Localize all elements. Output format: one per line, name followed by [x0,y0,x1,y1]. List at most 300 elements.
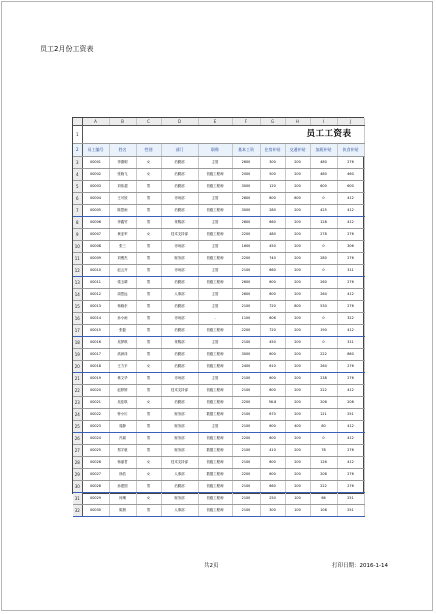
row-number: 11 [73,253,82,265]
column-letter: C [136,118,161,126]
table-cell: 后勤部 [161,205,198,217]
table-cell: 200 [285,373,310,385]
table-cell: 00016 [82,337,109,349]
table-cell: 黄亚军 [109,229,136,241]
row-number: 22 [73,385,82,397]
table-cell: 高润泽 [109,349,136,361]
table-cell: 女 [136,361,161,373]
row-number: 25 [73,421,82,433]
table-cell: 2100 [232,373,260,385]
table-row [73,457,364,469]
table-cell: - [198,313,232,325]
table-cell: 108 [310,505,337,517]
table-cell: 初级工程师 [198,397,232,409]
column-header: 员工编号 [82,144,109,157]
table-cell: 00030 [82,505,109,517]
table-cell: 200 [285,325,310,337]
table-cell: 市场部 [161,313,198,325]
row-number: 21 [73,373,82,385]
table-cell: 男 [136,481,161,493]
table-cell: 主管 [198,337,232,349]
table-cell: 男 [136,205,161,217]
table-cell: 800 [285,301,310,313]
table-cell: 251 [337,505,364,517]
table-cell: 2600 [232,289,260,301]
table-cell: 男 [136,301,161,313]
table-cell: 00019 [82,373,109,385]
table-cell: 00001 [82,157,109,169]
row-number: 24 [73,409,82,421]
table-cell: 初级工程师 [198,457,232,469]
title-row [73,126,364,144]
table-cell: 女 [136,397,161,409]
table-cell: 610 [260,361,285,373]
table-cell: 财务部 [161,433,198,445]
table-cell: 500 [260,169,285,181]
table-cell: 男 [136,505,161,517]
table-cell: 女 [136,469,161,481]
table-cell: 600 [260,373,285,385]
table-cell: 56.8 [260,397,285,409]
table-cell: 00012 [82,289,109,301]
table-cell: 2100 [232,409,260,421]
table-cell: 720 [260,325,285,337]
table-cell: 男 [136,253,161,265]
column-letter: G [260,118,285,126]
table-cell: 264 [310,289,337,301]
table-cell: 200 [285,349,310,361]
table-cell: 200 [285,481,310,493]
row-number: 4 [73,169,82,181]
table-cell: 200 [285,433,310,445]
table-cell: 3000 [232,349,260,361]
table-cell: 1600 [232,241,260,253]
row-number: 13 [73,277,82,289]
table-cell: 2200 [232,433,260,445]
table-cell: 276 [337,301,364,313]
table-cell: 财务部 [161,409,198,421]
table-cell: 后勤部 [161,169,198,181]
table-cell: 林文华 [109,373,136,385]
table-cell: 00002 [82,169,109,181]
table-cell: 412 [337,205,364,217]
table-cell: 600 [337,181,364,193]
table-cell: 数据工程师 [198,409,232,421]
table-cell: 王可欣 [109,193,136,205]
table-cell: 初级工程师 [198,481,232,493]
table-cell: 赵婷婷 [109,385,136,397]
table-cell: 2100 [232,505,260,517]
table-cell: 206 [310,397,337,409]
table-cell: 600 [260,289,285,301]
table-cell: 200 [285,157,310,169]
row-number: 3 [73,157,82,169]
table-cell: 采购部 [161,217,198,229]
table-cell: 张晓飞 [109,169,136,181]
column-letter: B [109,118,136,126]
table-cell: 男 [136,289,161,301]
table-cell: 吴梦琪 [109,337,136,349]
table-cell: 00004 [82,193,109,205]
table-cell: 200 [285,457,310,469]
column-letter: F [232,118,260,126]
table-cell: 男 [136,265,161,277]
table-cell: 311 [337,337,364,349]
table-cell: 00014 [82,313,109,325]
table-cell: 600 [285,193,310,205]
table-cell: 311 [337,265,364,277]
table-cell: 200 [285,229,310,241]
row-number: 8 [73,217,82,229]
table-cell: 300 [260,505,285,517]
table-cell: 0 [310,265,337,277]
table-cell: 00024 [82,433,109,445]
table-cell: 660 [260,481,285,493]
table-cell: 2400 [232,361,260,373]
table-cell: 后勤部 [161,301,198,313]
table-cell: 00006 [82,217,109,229]
table-cell: 李鑫竹 [109,217,136,229]
table-cell: 860 [337,349,364,361]
table-cell: 276 [337,229,364,241]
table-cell: 李德明 [109,157,136,169]
table-cell: 200 [285,313,310,325]
table-cell: 222 [310,385,337,397]
table-cell: 00027 [82,469,109,481]
table-cell: 276 [337,373,364,385]
table-cell: 606 [260,313,285,325]
table-row [73,253,364,265]
row-number: 10 [73,241,82,253]
print-date-footer: 打印日期：2016-1-14 [332,563,388,569]
table-cell: 2200 [232,229,260,241]
table-cell: 200 [285,397,310,409]
table-cell: 孙建国 [109,481,136,493]
table-cell: 425 [310,205,337,217]
table-cell: 2100 [232,385,260,397]
table-cell: 800 [260,193,285,205]
table-cell: 300 [260,157,285,169]
table-cell: 女 [136,157,161,169]
table-cell: 450 [260,241,285,253]
table-cell: 120 [260,181,285,193]
table-cell: 251 [337,409,364,421]
table-cell: 何琳 [109,493,136,505]
table-cell: 126 [310,457,337,469]
page-header-text: 员工2月份工资表 [40,45,94,53]
row-number: 7 [73,205,82,217]
table-cell: 2100 [232,265,260,277]
table-cell: 276 [337,445,364,457]
table-row [73,433,364,445]
table-cell: 后勤部 [161,481,198,493]
table-cell: 660 [260,265,285,277]
table-cell: 276 [337,361,364,373]
table-row [73,397,364,409]
row-number: 19 [73,349,82,361]
table-cell: 后勤部 [161,361,198,373]
table-cell: 260 [310,277,337,289]
table-cell: 财务部 [161,493,198,505]
table-cell: 600 [310,181,337,193]
column-header: 职称 [198,144,232,157]
table-cell: 人事部 [161,505,198,517]
table-cell: 200 [285,289,310,301]
table-cell: 00017 [82,349,109,361]
table-cell: 200 [285,385,310,397]
table-cell: 00005 [82,205,109,217]
table-cell: 男 [136,241,161,253]
table-cell: 412 [337,289,364,301]
table-cell: 后勤部 [161,349,198,361]
table-cell: 0 [310,433,337,445]
table-row [73,193,364,205]
table-row [73,205,364,217]
table-cell: 00008 [82,241,109,253]
table-row [73,445,364,457]
table-row [73,241,364,253]
table-row [73,169,364,181]
table-cell: 276 [337,277,364,289]
table-cell: 张三 [109,241,136,253]
row-number: 5 [73,181,82,193]
table-cell: 市场部 [161,193,198,205]
table-row [73,409,364,421]
table-cell: 480 [310,169,337,181]
table-cell: 264 [310,361,337,373]
table-cell: 208 [310,469,337,481]
table-cell: 初级工程师 [198,385,232,397]
row-number: 23 [73,397,82,409]
column-letter: E [198,118,232,126]
table-cell: 冯斌 [109,433,136,445]
table-cell: 男 [136,445,161,457]
table-cell: 财务部 [161,445,198,457]
table-cell: 女 [136,229,161,241]
table-row [73,217,364,229]
table-cell: 主管 [198,193,232,205]
table-cell: 100 [285,493,310,505]
table-cell: 技术支持部 [161,229,198,241]
table-cell: 杨丽君 [109,457,136,469]
column-header: 姓名 [109,144,136,157]
table-cell: 600 [260,277,285,289]
table-cell: 00015 [82,325,109,337]
table-cell: 00022 [82,409,109,421]
table-cell: 00003 [82,181,109,193]
column-letter: A [82,118,109,126]
table-cell: 男 [136,325,161,337]
table-cell: 2100 [232,421,260,433]
table-cell: 杨晓东 [109,301,136,313]
row-number: 6 [73,193,82,205]
table-cell: 2600 [232,157,260,169]
table-cell: 主管 [198,217,232,229]
table-cell: 数据工程师 [198,445,232,457]
table-cell: 财务部 [161,253,198,265]
row-number: 28 [73,457,82,469]
table-cell: 初级工程师 [198,181,232,193]
table-cell: 男 [136,373,161,385]
table-cell: 初级工程师 [198,493,232,505]
table-cell: 0 [310,241,337,253]
table-cell: 男 [136,421,161,433]
table-cell: 200 [285,277,310,289]
table-cell: 3000 [232,181,260,193]
header-row [73,144,364,157]
salary-table [73,118,365,517]
table-row [73,373,364,385]
table-cell: 412 [337,193,364,205]
table-cell: 刘伟超 [109,181,136,193]
table-cell: 孙小雨 [109,313,136,325]
sheet-title: 员工工资表 [82,126,364,144]
table-cell: 男 [136,337,161,349]
table-cell: 460 [337,169,364,181]
table-cell: 251 [337,493,364,505]
table-cell: 276 [337,469,364,481]
table-cell: 人事部 [161,469,198,481]
table-cell: 刘俊杰 [109,253,136,265]
table-cell: 陈思雨 [109,205,136,217]
table-cell: 主管 [198,421,232,433]
table-cell: 2100 [232,493,260,505]
column-header: 伙食补贴 [337,144,364,157]
table-cell: 初级工程师 [198,229,232,241]
table-cell: 00007 [82,229,109,241]
row-number: 20 [73,361,82,373]
table-cell: 276 [337,157,364,169]
table-cell: 00028 [82,481,109,493]
table-cell: 0 [310,313,337,325]
table-cell: 00029 [82,493,109,505]
table-cell: 250 [260,493,285,505]
table-cell: 2100 [232,301,260,313]
table-cell: 600 [260,469,285,481]
table-cell: 后勤部 [161,397,198,409]
table-cell: 男 [136,385,161,397]
table-row [73,289,364,301]
table-cell: 主管 [198,157,232,169]
table-row [73,493,364,505]
table-cell: 初级工程师 [198,205,232,217]
column-letter: D [161,118,198,126]
column-header: 基本工资 [232,144,260,157]
column-header: 住房补贴 [260,144,285,157]
table-cell: 00021 [82,397,109,409]
table-cell: 670 [260,409,285,421]
table-cell: 赵云开 [109,265,136,277]
table-cell: 男 [136,313,161,325]
table-cell: 740 [260,253,285,265]
table-cell: 0 [310,337,337,349]
table-cell: 初级工程师 [198,325,232,337]
table-cell: 412 [337,433,364,445]
column-letter-row [73,118,364,126]
table-cell: 市场部 [161,241,198,253]
table-cell: 主管 [198,289,232,301]
table-cell: 2800 [232,217,260,229]
table-cell: 2200 [232,325,260,337]
table-cell: 600 [260,457,285,469]
table-cell: 600 [260,421,285,433]
table-cell: 男 [136,349,161,361]
table-cell: 280 [310,253,337,265]
column-header: 加班补贴 [310,144,337,157]
table-cell: 女 [136,169,161,181]
table-cell: 2200 [232,253,260,265]
table-cell: 2100 [232,337,260,349]
table-cell: 200 [285,337,310,349]
table-row [73,421,364,433]
spreadsheet-area [72,117,364,513]
table-cell: 222 [310,349,337,361]
table-cell: 200 [285,409,310,421]
table-cell: 480 [260,229,285,241]
table-cell: 市场部 [161,373,198,385]
table-cell: 2200 [232,397,260,409]
table-cell: 80 [310,421,337,433]
row-number: 16 [73,313,82,325]
table-cell: 200 [285,469,310,481]
table-cell: 采购部 [161,337,198,349]
corner-cell [73,118,82,126]
table-cell: 00023 [82,421,109,433]
row-number: 29 [73,469,82,481]
table-cell: 200 [285,181,310,193]
table-cell: 财务部 [161,421,198,433]
table-cell: 人事部 [161,289,198,301]
column-header: 性别 [136,144,161,157]
table-cell: 600 [260,349,285,361]
column-letter: H [285,118,310,126]
page-count-footer: 共2页 [204,563,219,569]
row-number: 26 [73,433,82,445]
table-cell: 3000 [232,205,260,217]
table-cell: 480 [310,157,337,169]
table-cell: 初级工程师 [198,169,232,181]
table-cell: 陈晨 [109,505,136,517]
table-row [73,181,364,193]
table-cell: 78 [310,445,337,457]
table-cell: 主管 [198,373,232,385]
table-cell: 2200 [232,469,260,481]
table-cell: 后勤部 [161,277,198,289]
table-cell: 1100 [232,313,260,325]
table-cell: 男 [136,433,161,445]
table-cell: 322 [337,313,364,325]
table-cell: 初级工程师 [198,361,232,373]
table-cell: 00026 [82,457,109,469]
table-cell: 主管 [198,241,232,253]
table-cell: 412 [337,217,364,229]
table-cell: 男 [136,277,161,289]
table-cell: 200 [285,217,310,229]
table-row [73,157,364,169]
table-cell: 周静 [109,421,136,433]
table-row [73,265,364,277]
table-cell: 200 [285,241,310,253]
table-cell: 00013 [82,301,109,313]
table-cell: 200 [285,253,310,265]
table-cell: 412 [337,325,364,337]
table-cell: 600 [260,385,285,397]
table-cell: 初级工程师 [198,433,232,445]
table-cell: 王力平 [109,361,136,373]
table-cell: 2100 [232,457,260,469]
table-cell: 208 [337,397,364,409]
table-cell: 200 [285,205,310,217]
